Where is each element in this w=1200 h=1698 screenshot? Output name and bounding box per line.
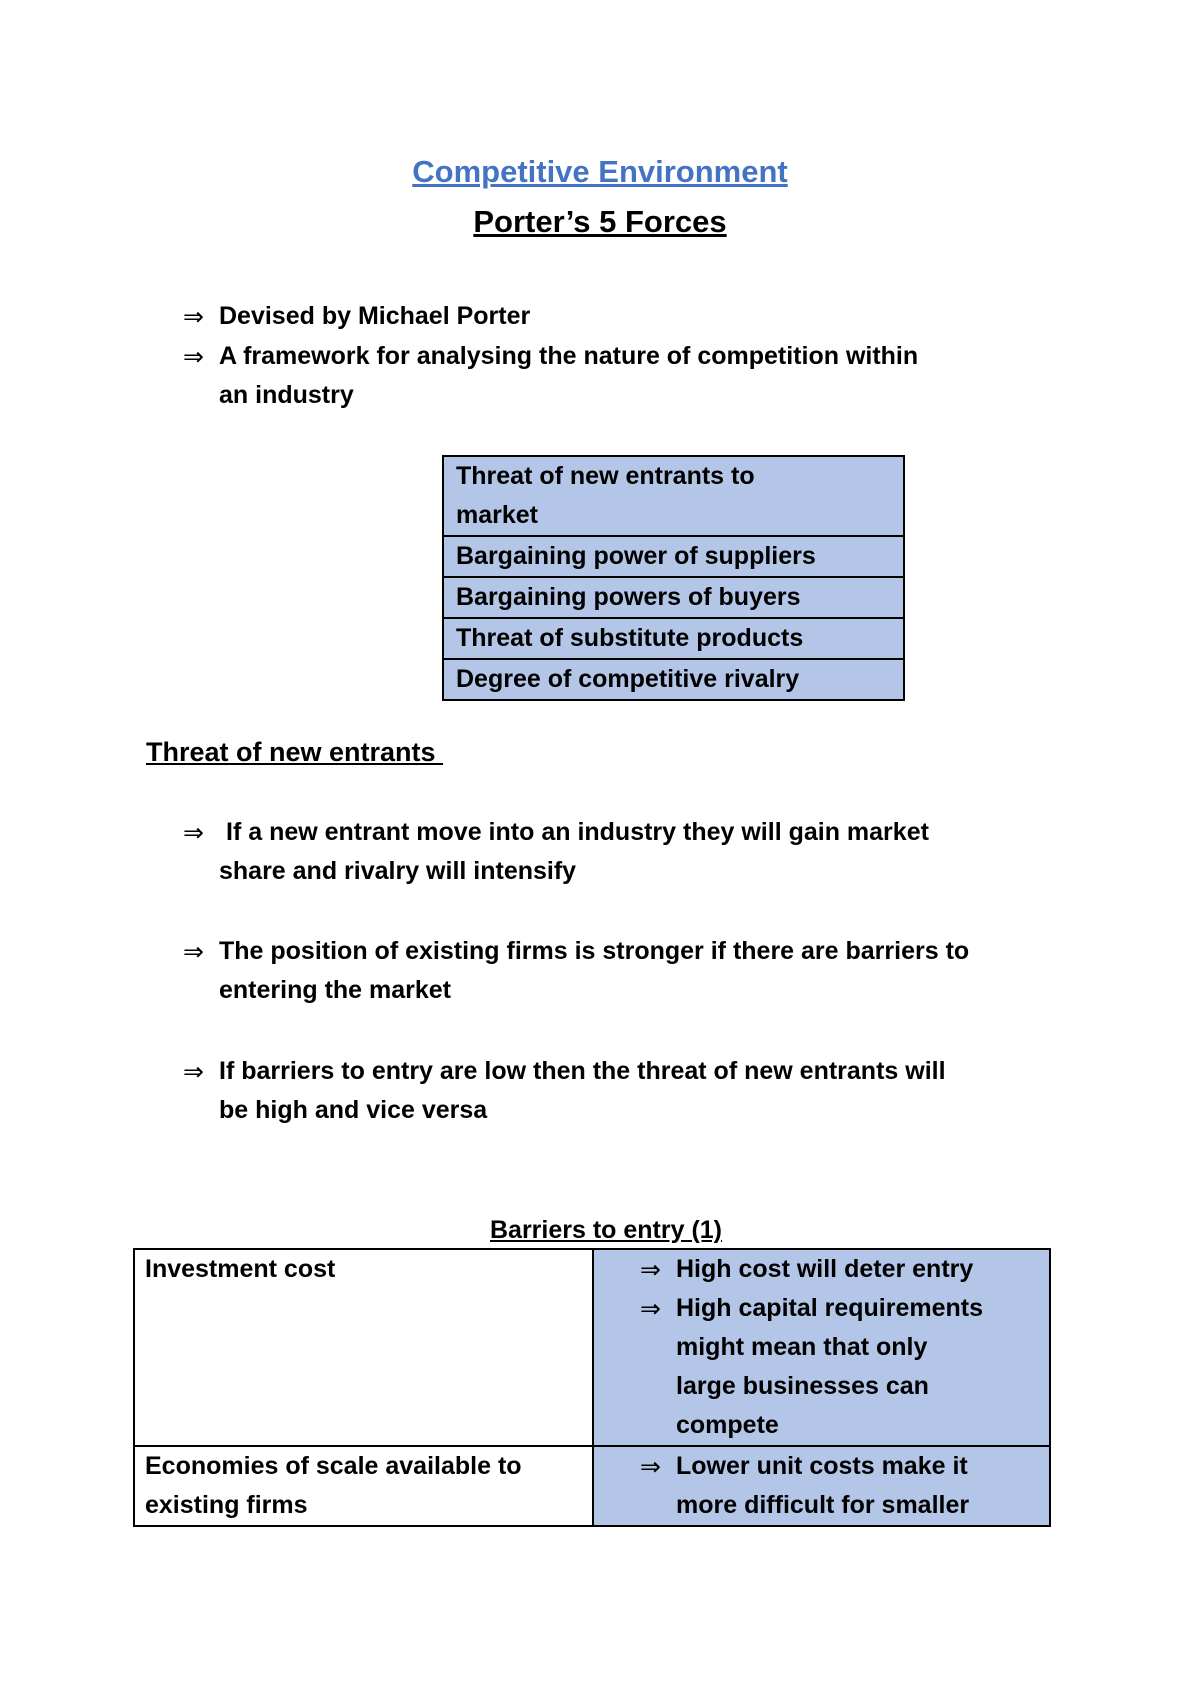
barrier-point: ⇒ High cost will deter entry	[640, 1250, 1039, 1289]
forces-row: Bargaining power of suppliers	[444, 535, 903, 576]
arrow-icon: ⇒	[640, 1255, 661, 1284]
forces-row: Threat of substitute products	[444, 617, 903, 658]
arrow-icon: ⇒	[183, 818, 204, 847]
arrow-icon: ⇒	[183, 937, 204, 966]
barrier-point: ⇒ Lower unit costs make it more difficult for smaller	[640, 1447, 1039, 1525]
arrow-icon: ⇒	[183, 1057, 204, 1086]
arrow-icon: ⇒	[640, 1294, 661, 1323]
arrow-icon: ⇒	[640, 1452, 661, 1481]
page-subtitle: Porter’s 5 Forces	[473, 204, 727, 239]
barrier-points	[593, 1446, 1050, 1526]
section-heading: Threat of new entrants	[146, 737, 444, 767]
barrier-point: ⇒ High capital requirements might mean that only large businesses can compete	[640, 1289, 1039, 1445]
forces-row: Threat of new entrants to market	[456, 462, 755, 529]
table-row	[134, 1249, 1050, 1446]
arrow-icon: ⇒	[183, 342, 204, 371]
barriers-title: Barriers to entry (1)	[489, 1216, 723, 1244]
arrow-icon: ⇒	[183, 302, 204, 331]
barriers-table	[133, 1248, 1051, 1527]
forces-row: Degree of competitive rivalry	[444, 658, 903, 699]
barrier-label: Economies of scale available to existing firms	[134, 1446, 593, 1526]
barrier-points	[593, 1249, 1050, 1446]
forces-row: Bargaining powers of buyers	[444, 576, 903, 617]
page-title: Competitive Environment	[412, 154, 788, 189]
barrier-label: Investment cost	[134, 1249, 593, 1446]
table-row	[134, 1446, 1050, 1526]
forces-table	[442, 455, 905, 701]
